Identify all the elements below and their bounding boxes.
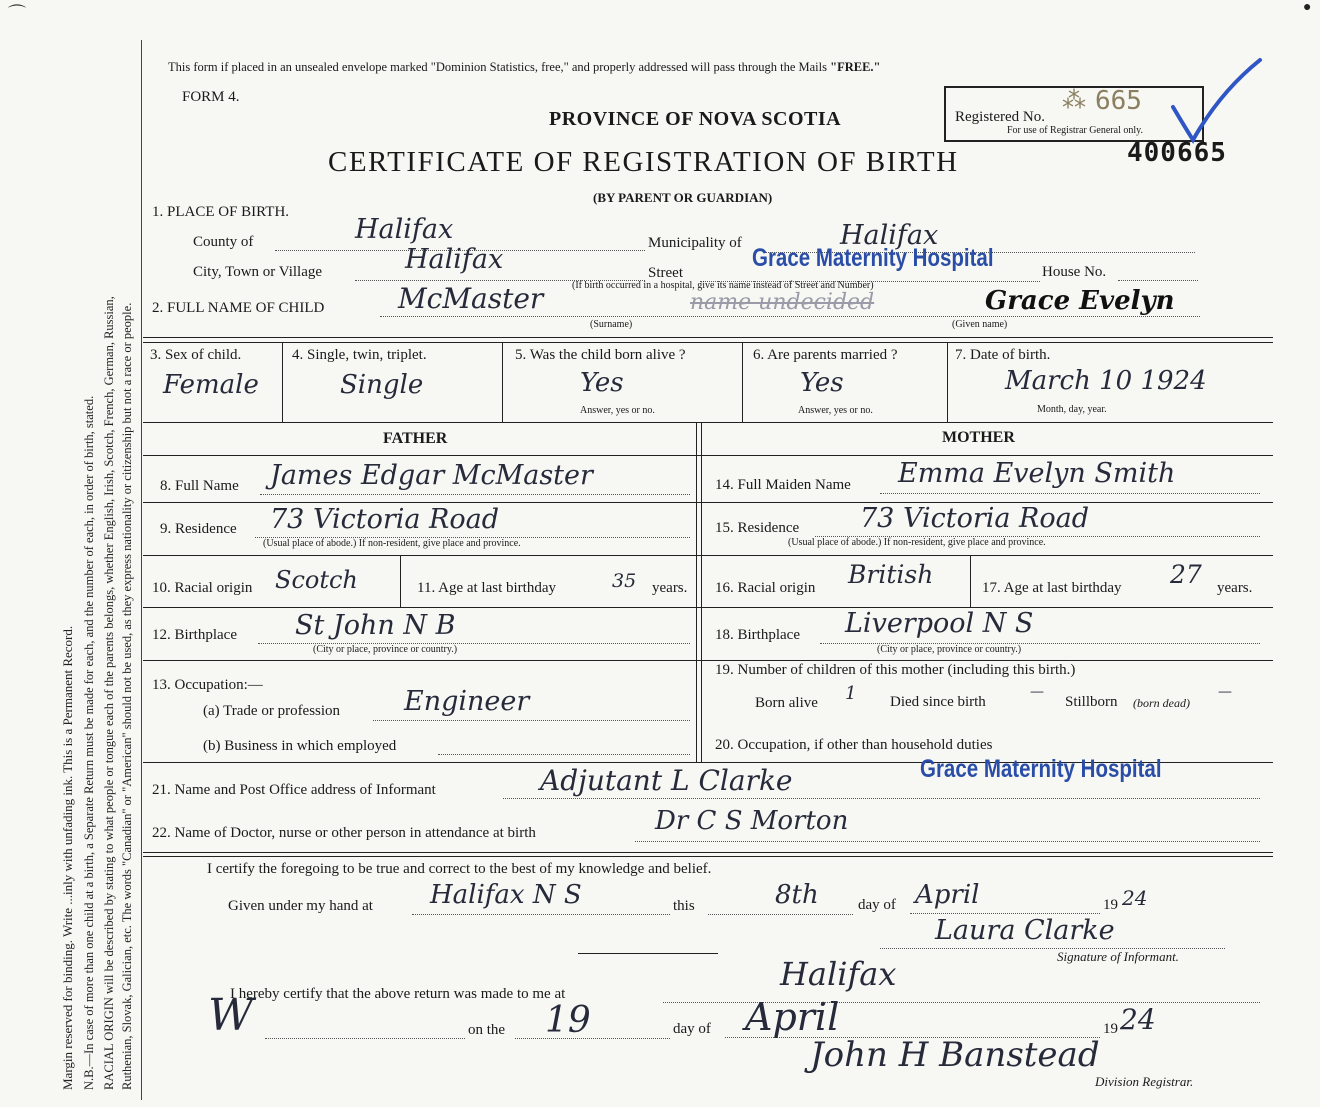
doctor-label: 22. Name of Doctor, nurse or other person in attendance at birth — [152, 825, 536, 841]
parents-divider-right — [701, 422, 702, 762]
mother-residence-value: 73 Victoria Road — [860, 503, 1090, 534]
registrar-day-of-label: day of — [673, 1021, 711, 1037]
mother-birthplace-value: Liverpool N S — [845, 608, 1034, 639]
rule-heading — [143, 455, 1273, 456]
cert-day-of-label: day of — [858, 897, 896, 913]
informant-hospital-stamp: Grace Maternity Hospital — [920, 755, 1162, 783]
stillborn-label: Stillborn — [1065, 694, 1118, 710]
parents-married-value: Yes — [800, 368, 844, 398]
rule-4b — [143, 856, 1273, 857]
given-under-hand-label: Given under my hand at — [228, 898, 373, 914]
rule-1 — [143, 337, 1273, 338]
province-title: PROVINCE OF NOVA SCOTIA — [549, 108, 842, 130]
margin-racial-origin-note: RACIAL ORIGIN will be described by stating to what people or tongue each of the parents belongs, whether English, Irish, Scotch, French, German, Russian, — [102, 296, 116, 1090]
father-heading: FATHER — [383, 430, 448, 447]
father-years-label: years. — [652, 580, 688, 596]
date-of-birth-value: March 10 1924 — [1005, 366, 1207, 396]
child-name-label: 2. FULL NAME OF CHILD — [152, 300, 325, 316]
father-name-label: 8. Full Name — [160, 478, 239, 494]
cert-year-value: 24 — [1122, 886, 1148, 910]
given-place-value: Halifax N S — [430, 880, 582, 910]
rule-1b — [143, 342, 1273, 343]
registrar-signature-label: Division Registrar. — [1095, 1074, 1194, 1089]
father-business-label: (b) Business in which employed — [203, 738, 397, 754]
registrar-day-line — [515, 1038, 670, 1039]
child-crossed-name: name undecided — [690, 290, 875, 315]
born-alive-count-label: Born alive — [755, 695, 818, 711]
child-given-name-value: Grace Evelyn — [985, 286, 1175, 316]
informant-line — [503, 798, 1260, 799]
registrar-signature: John H Banstead — [810, 1035, 1100, 1075]
row3-divider-3 — [742, 342, 743, 422]
father-age-value: 35 — [612, 570, 637, 592]
father-residence-note: (Usual place of abode.) If non-resident, give place and province. — [263, 538, 521, 549]
corner-mark-right: ● — [1303, 0, 1312, 15]
born-alive-note: Answer, yes or no. — [580, 405, 655, 416]
father-business-line — [438, 754, 690, 755]
street-hospital-note: (If birth occurred in a hospital, give its name instead of Street and Number) — [572, 280, 874, 291]
municipality-value: Halifax — [840, 220, 939, 251]
place-of-birth-heading: 1. PLACE OF BIRTH. — [152, 204, 290, 220]
street-hospital-stamp: Grace Maternity Hospital — [752, 244, 994, 272]
informant-signature: Laura Clarke — [935, 915, 1115, 946]
county-value: Halifax — [355, 214, 454, 245]
date-of-birth-note: Month, day, year. — [1037, 404, 1107, 415]
father-residence-value: 73 Victoria Road — [270, 504, 500, 535]
surname-note: (Surname) — [590, 319, 633, 330]
stillborn-value: — — [1218, 684, 1232, 700]
mail-notice — [168, 60, 880, 75]
corner-mark-left: ⌒ — [8, 4, 26, 24]
born-alive-count-value: 1 — [845, 683, 857, 704]
father-residence-label: 9. Residence — [160, 521, 237, 537]
child-surname-value: McMaster — [398, 282, 544, 315]
registrar-on-the-label: on the — [468, 1022, 506, 1038]
mother-race-value: British — [848, 560, 934, 589]
informant-signature-label: Signature of Informant. — [1057, 949, 1179, 964]
mother-occupation-label: 20. Occupation, if other than household duties — [715, 737, 993, 753]
stillborn-note: (born dead) — [1133, 696, 1190, 710]
father-name-value: James Edgar McMaster — [270, 460, 593, 491]
cert-day-value: 8th — [775, 880, 819, 910]
margin-rule — [141, 40, 142, 1100]
registered-number-label: Registered No. — [955, 109, 1045, 125]
parents-married-note: Answer, yes or no. — [798, 405, 873, 416]
separator-rule — [578, 953, 718, 954]
house-number-line — [1118, 280, 1198, 281]
registrar-year-value: 24 — [1120, 1003, 1156, 1036]
father-trade-line — [373, 720, 690, 721]
mother-residence-label: 15. Residence — [715, 520, 800, 536]
registrar-place-value: Halifax — [780, 955, 897, 993]
certificate-title: CERTIFICATE OF REGISTRATION OF BIRTH — [328, 146, 959, 178]
county-label: County of — [193, 234, 254, 250]
mother-residence-note: (Usual place of abode.) If non-resident, give place and province. — [788, 537, 1046, 548]
informant-label: 21. Name and Post Office address of Informant — [152, 782, 436, 798]
father-age-label: 11. Age at last birthday — [417, 580, 556, 596]
father-occupation-label: 13. Occupation:— — [152, 677, 263, 693]
registrar-day-value: 19 — [545, 1000, 591, 1041]
registrar-month-value: April — [745, 995, 840, 1039]
rule-2 — [143, 422, 1273, 423]
mother-name-line — [880, 493, 1260, 494]
certify-statement: I certify the foregoing to be true and correct to the best of my knowledge and belief. — [207, 861, 712, 877]
mother-name-label: 14. Full Maiden Name — [715, 477, 851, 493]
row3-divider-2 — [502, 342, 503, 422]
street-label: Street — [648, 265, 683, 281]
doctor-line — [635, 841, 1260, 842]
mother-age-label: 17. Age at last birthday — [982, 580, 1122, 596]
rule-birthplace — [143, 660, 1273, 661]
father-name-line — [260, 494, 690, 495]
mother-birthplace-note: (City or place, province or country.) — [877, 644, 1022, 655]
checkmark-icon — [1165, 52, 1265, 152]
margin-binding-note: Margin reserved for binding. Write ...inly with unfading ink. This is a Permanent Record. — [60, 625, 75, 1090]
rule-names — [143, 502, 1273, 503]
registrar-initial-line — [265, 1038, 465, 1039]
mail-notice-text: This form if placed in an unsealed envelope marked "Dominion Statistics, free," and properly addressed will pass through the Mails — [168, 60, 827, 74]
sex-label: 3. Sex of child. — [150, 347, 242, 363]
mail-notice-free: "FREE." — [830, 60, 881, 74]
born-alive-label: 5. Was the child born alive ? — [515, 347, 686, 363]
doctor-value: Dr C S Morton — [655, 806, 849, 836]
born-alive-value: Yes — [580, 368, 624, 398]
father-age-divider — [400, 555, 401, 607]
mother-age-value: 27 — [1170, 560, 1202, 589]
city-label: City, Town or Village — [193, 264, 323, 280]
father-race-value: Scotch — [275, 566, 358, 594]
given-name-note: (Given name) — [952, 319, 1008, 330]
mother-name-value: Emma Evelyn Smith — [898, 458, 1176, 489]
child-name-line — [380, 316, 1200, 317]
parents-married-label: 6. Are parents married ? — [753, 347, 898, 363]
children-count-label: 19. Number of children of this mother (including this birth.) — [715, 662, 1076, 678]
stamped-number: 400665 — [1127, 138, 1227, 168]
father-race-label: 10. Racial origin — [152, 580, 253, 596]
father-birthplace-label: 12. Birthplace — [152, 627, 237, 643]
sex-value: Female — [163, 370, 259, 400]
row3-divider-1 — [282, 342, 283, 422]
city-value: Halifax — [405, 244, 504, 275]
cert-day-line — [708, 914, 853, 915]
father-trade-value: Engineer — [404, 686, 530, 717]
mother-race-label: 16. Racial origin — [715, 580, 816, 596]
registered-number-value: 665 — [1095, 86, 1142, 116]
margin-nationality-note: Ruthenian, Slovak, Galician, etc. The words "Canadian" or "American" should not be used, as they express nationality or citizenship but not a race or people. — [120, 302, 134, 1090]
registered-number-note: For use of Registrar General only. — [1007, 125, 1143, 136]
mother-heading: MOTHER — [942, 429, 1015, 446]
rule-residence — [143, 555, 1273, 556]
mother-age-divider — [970, 555, 971, 607]
registrar-year-prefix: 19 — [1103, 1021, 1118, 1037]
mother-birthplace-label: 18. Birthplace — [715, 627, 800, 643]
died-since-birth-value: — — [1030, 684, 1044, 700]
father-birthplace-value: St John N B — [295, 610, 456, 641]
registrar-statement: I hereby certify that the above return was made to me at — [230, 986, 566, 1002]
registrar-initial: W — [208, 990, 254, 1041]
died-since-birth-label: Died since birth — [890, 694, 986, 710]
municipality-label: Municipality of — [648, 235, 742, 251]
registered-number-prefix: ⁂ — [1062, 86, 1086, 114]
row3-divider-4 — [947, 342, 948, 422]
mother-years-label: years. — [1217, 580, 1253, 596]
cert-month-value: April — [915, 880, 980, 910]
informant-value: Adjutant L Clarke — [540, 764, 793, 797]
given-place-line — [412, 914, 670, 915]
cert-year-prefix: 19 — [1103, 897, 1118, 913]
father-trade-label: (a) Trade or profession — [203, 703, 341, 719]
house-number-label: House No. — [1042, 264, 1107, 280]
single-value: Single — [340, 370, 424, 400]
father-birthplace-note: (City or place, province or country.) — [313, 644, 458, 655]
margin-multiple-births-note: N.B.—In case of more than one child at a birth, a Separate Return must be made for each, and the number of each, in order of birth, stated. — [82, 395, 96, 1090]
parents-divider-left — [696, 422, 697, 762]
rule-race — [143, 607, 1273, 608]
form-number: FORM 4. — [182, 89, 240, 105]
date-of-birth-label: 7. Date of birth. — [955, 347, 1051, 363]
cert-this-label: this — [673, 898, 695, 914]
cert-month-line — [910, 913, 1100, 914]
rule-4 — [143, 852, 1273, 853]
certificate-subtitle: (BY PARENT OR GUARDIAN) — [593, 190, 773, 205]
single-label: 4. Single, twin, triplet. — [292, 347, 427, 363]
